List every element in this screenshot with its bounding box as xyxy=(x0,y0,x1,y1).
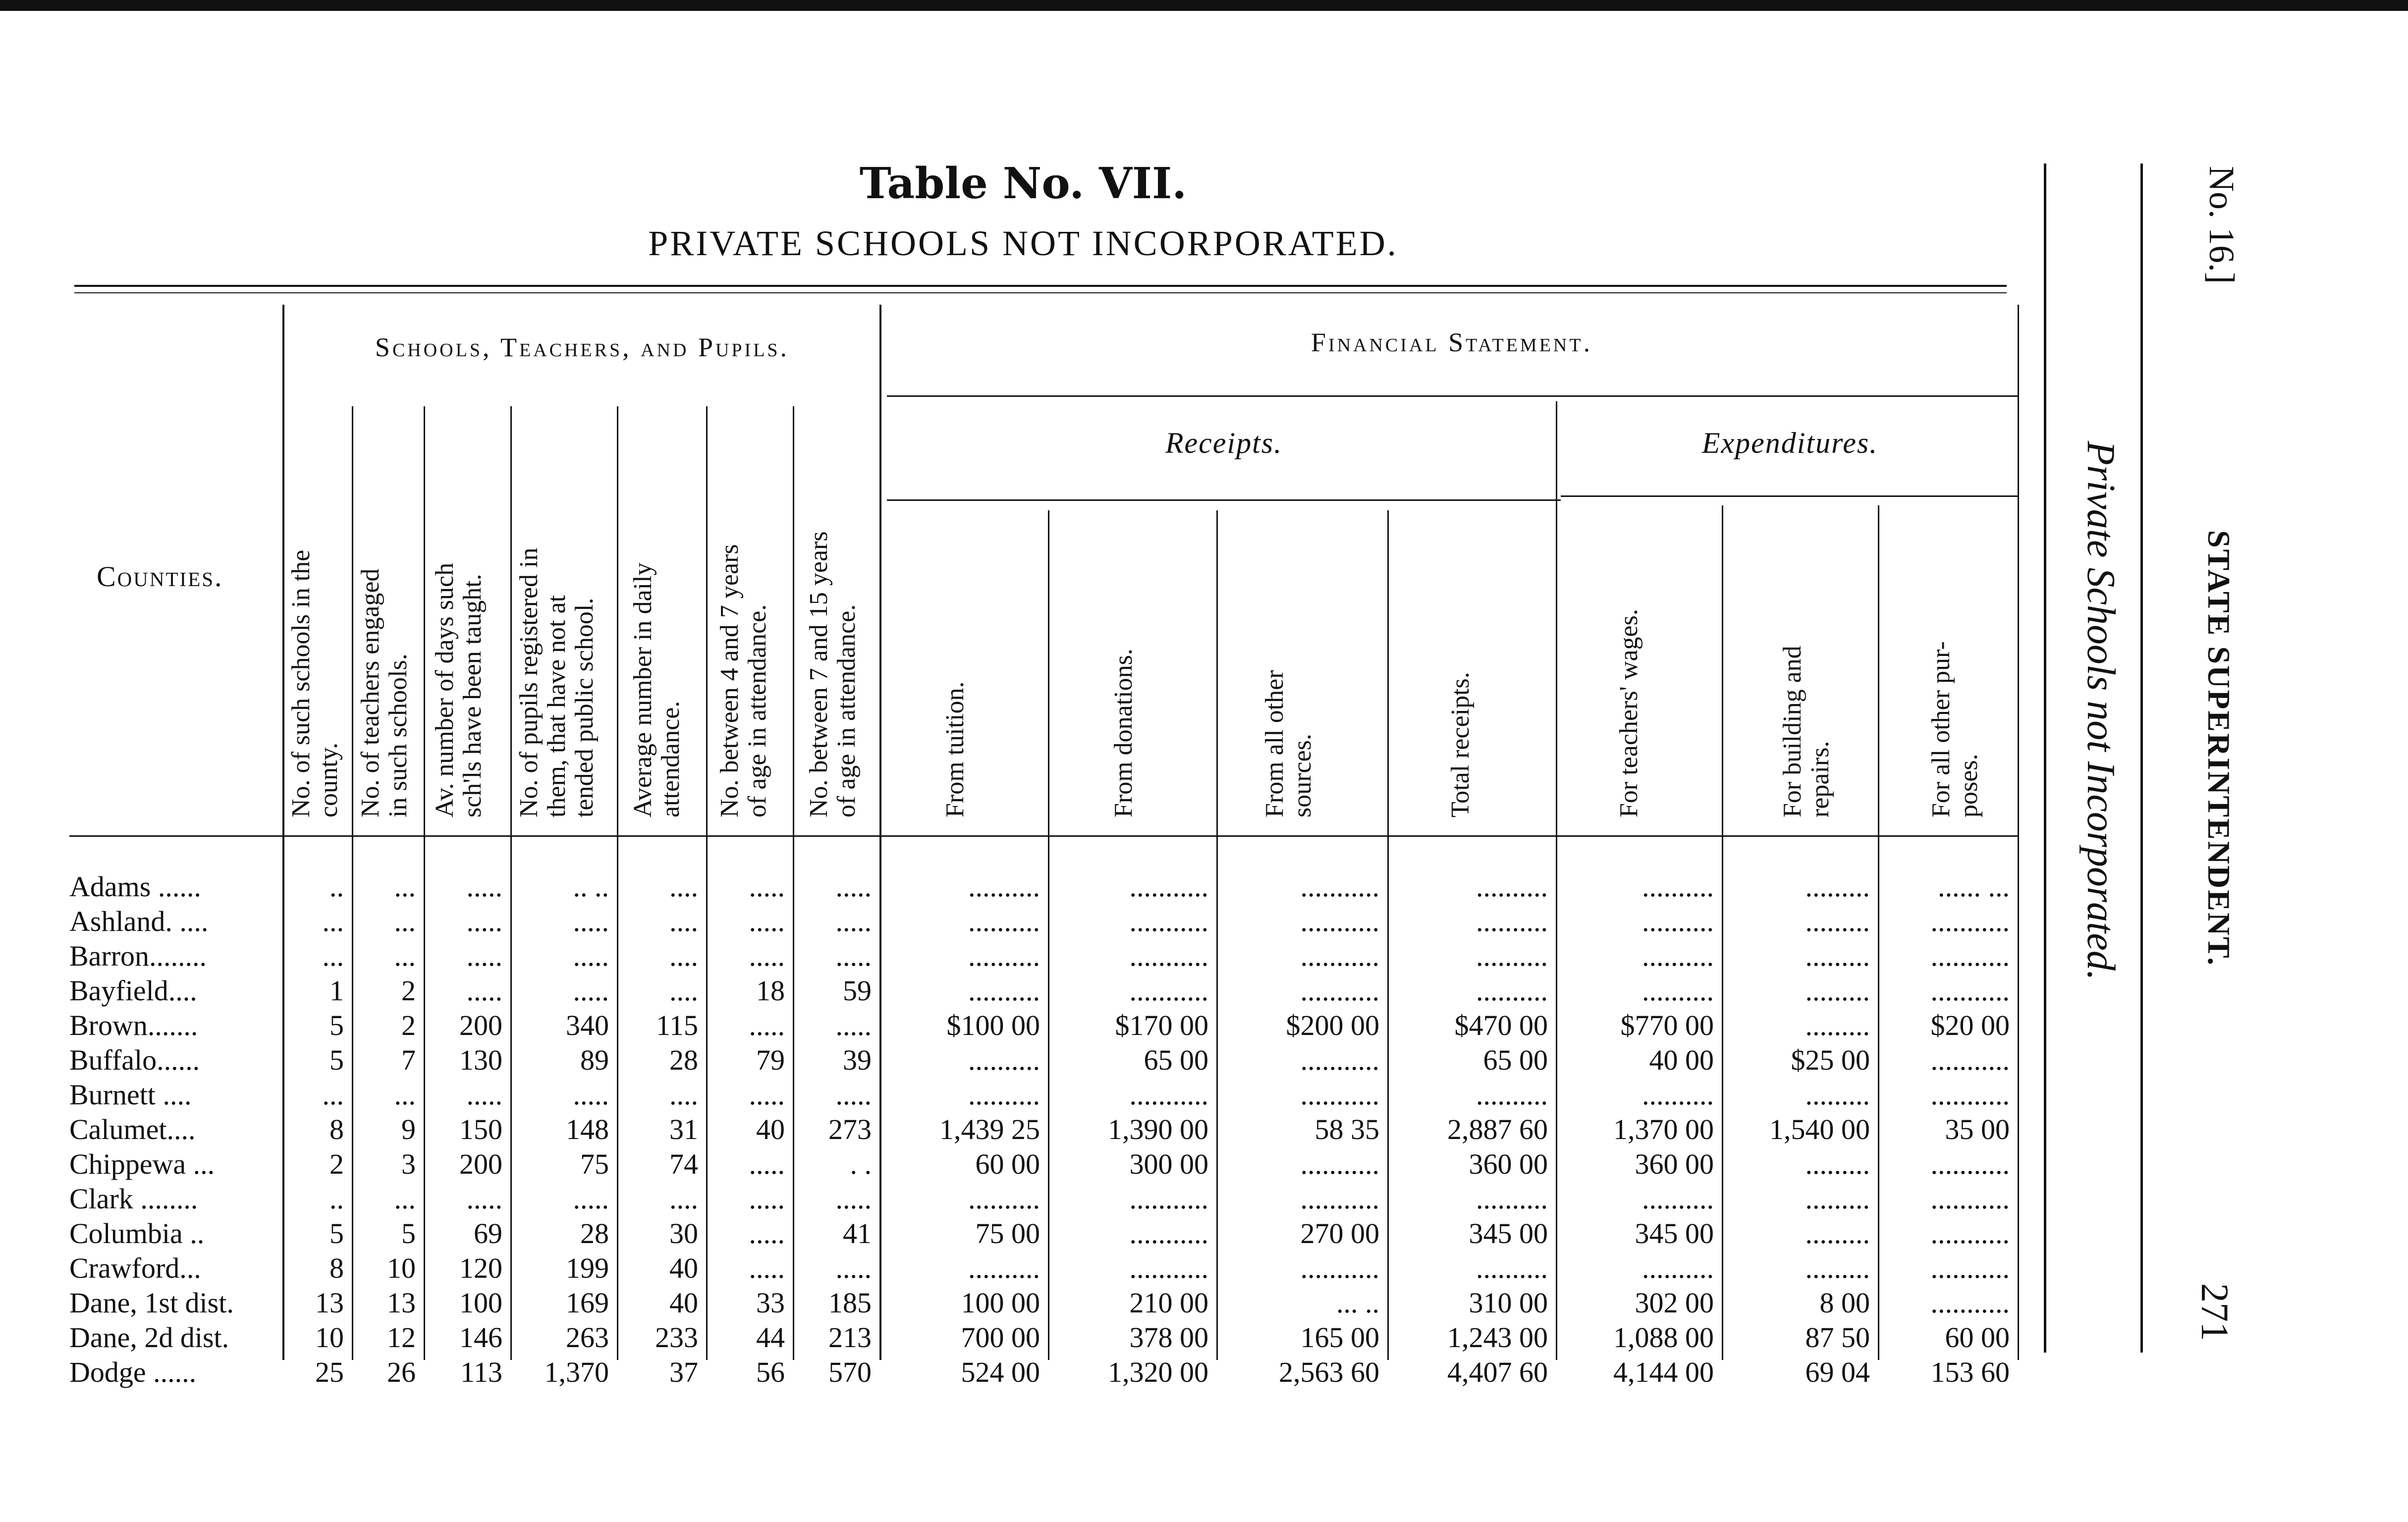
cell-tuition: .......... xyxy=(968,1252,1040,1284)
cell-age-7-15: ..... xyxy=(835,1079,872,1111)
table-row xyxy=(0,1078,2019,1112)
cell-tuition: 75 00 xyxy=(975,1217,1040,1250)
cell-total-receipts: .......... xyxy=(1476,1183,1548,1215)
cell-teachers: 7 xyxy=(401,1044,416,1076)
cell-donations: ........... xyxy=(1129,1217,1208,1250)
county-name: Barron........ xyxy=(69,940,207,972)
cell-building-repairs: ......... xyxy=(1805,1183,1870,1215)
cell-teachers: 3 xyxy=(401,1148,416,1180)
cell-teachers: 26 xyxy=(387,1356,416,1388)
agency-name: STATE SUPERINTENDENT. xyxy=(2201,530,2237,967)
cell-teachers: 12 xyxy=(387,1321,416,1354)
cell-building-repairs: ......... xyxy=(1805,1217,1870,1250)
cell-pupils: 263 xyxy=(566,1321,609,1354)
cell-days: ..... xyxy=(466,870,502,903)
cell-building-repairs: ......... xyxy=(1805,940,1870,972)
cell-other-purposes: 153 60 xyxy=(1930,1356,2010,1388)
cell-donations: 210 00 xyxy=(1129,1287,1208,1319)
county-name: Chippewa ... xyxy=(69,1148,215,1180)
cell-other-purposes: ........... xyxy=(1930,940,2010,972)
cell-other-sources: $200 00 xyxy=(1286,1009,1379,1041)
margin-rule-1 xyxy=(2044,163,2046,1353)
cell-other-purposes: ........... xyxy=(1930,1287,2010,1319)
cell-attendance: 28 xyxy=(669,1044,698,1076)
cell-donations: 300 00 xyxy=(1129,1148,1208,1180)
table-row xyxy=(0,939,2019,974)
cell-building-repairs: 8 00 xyxy=(1819,1287,1870,1319)
cell-pupils: 340 xyxy=(566,1009,609,1041)
cell-pupils: ..... xyxy=(573,1079,609,1111)
table-row xyxy=(0,1355,2019,1390)
cell-teachers: 10 xyxy=(387,1252,416,1284)
page-number: 271 xyxy=(2193,1283,2237,1341)
top-double-rule-a xyxy=(74,285,2007,287)
cell-building-repairs: 87 50 xyxy=(1805,1321,1870,1354)
cell-age-4-7: 44 xyxy=(756,1321,785,1354)
margin-rule-2 xyxy=(2140,163,2143,1353)
cell-building-repairs: ......... xyxy=(1805,975,1870,1007)
cell-tuition: 700 00 xyxy=(961,1321,1040,1354)
cell-other-sources: ........... xyxy=(1300,905,1379,937)
cell-days: 120 xyxy=(459,1252,502,1284)
cell-age-4-7: 40 xyxy=(756,1113,785,1145)
cell-days: 200 xyxy=(459,1148,502,1180)
cell-schools: 25 xyxy=(315,1356,344,1388)
cell-attendance: .... xyxy=(669,975,698,1007)
cell-schools: 8 xyxy=(329,1252,344,1284)
cell-days: 130 xyxy=(459,1044,502,1076)
cell-days: ..... xyxy=(466,1079,502,1111)
cell-pupils: 148 xyxy=(566,1113,609,1145)
cell-age-4-7: ..... xyxy=(749,1009,785,1041)
cell-building-repairs: 1,540 00 xyxy=(1769,1113,1870,1145)
cell-tuition: 524 00 xyxy=(961,1356,1040,1388)
cell-other-sources: 165 00 xyxy=(1300,1321,1379,1354)
top-double-rule-b xyxy=(74,292,2007,293)
cell-age-7-15: 185 xyxy=(828,1287,872,1319)
cell-age-7-15: ..... xyxy=(835,940,872,972)
cell-pupils: 75 xyxy=(580,1148,609,1180)
cell-other-purposes: ........... xyxy=(1930,975,2010,1007)
cell-age-4-7: ..... xyxy=(749,940,785,972)
cell-donations: ........... xyxy=(1129,1183,1208,1215)
cell-attendance: 37 xyxy=(669,1356,698,1388)
scan-top-border xyxy=(0,0,2408,11)
cell-age-4-7: 33 xyxy=(756,1287,785,1319)
county-name: Burnett .... xyxy=(69,1079,192,1111)
group-header-financial: Financial Statement. xyxy=(1311,327,1593,357)
cell-donations: 1,390 00 xyxy=(1108,1113,1208,1145)
cell-building-repairs: ......... xyxy=(1805,1009,1870,1041)
cell-tuition: $100 00 xyxy=(946,1009,1040,1041)
cell-donations: ........... xyxy=(1129,1079,1208,1111)
cell-donations: ........... xyxy=(1129,905,1208,937)
cell-days: 146 xyxy=(459,1321,502,1354)
financial-rule xyxy=(887,395,2019,397)
cell-teachers: ... xyxy=(394,1183,416,1215)
cell-tuition: .......... xyxy=(968,905,1040,937)
cell-age-7-15: ..... xyxy=(835,1183,872,1215)
table-row xyxy=(0,1182,2019,1216)
cell-days: 200 xyxy=(459,1009,502,1041)
cell-tuition: 60 00 xyxy=(975,1148,1040,1180)
cell-age-7-15: 59 xyxy=(843,975,872,1007)
cell-age-4-7: ..... xyxy=(749,905,785,937)
cell-days: ..... xyxy=(466,975,502,1007)
table-row xyxy=(0,1286,2019,1320)
cell-age-7-15: 273 xyxy=(828,1113,872,1145)
cell-total-receipts: 310 00 xyxy=(1469,1287,1548,1319)
cell-teachers: 2 xyxy=(401,975,416,1007)
cell-total-receipts: .......... xyxy=(1476,940,1548,972)
cell-teachers-wages: 1,370 00 xyxy=(1613,1113,1714,1145)
cell-total-receipts: 4,407 60 xyxy=(1447,1356,1548,1388)
cell-pupils: 169 xyxy=(566,1287,609,1319)
county-name: Dane, 2d dist. xyxy=(69,1321,229,1354)
table-row xyxy=(0,1147,2019,1182)
cell-pupils: 199 xyxy=(566,1252,609,1284)
subheader-expenditures: Expenditures. xyxy=(1701,427,1878,459)
cell-other-purposes: ........... xyxy=(1930,1217,2010,1250)
cell-age-4-7: 56 xyxy=(756,1356,785,1388)
cell-age-4-7: ..... xyxy=(749,1148,785,1180)
cell-schools: 13 xyxy=(315,1287,344,1319)
expenditures-rule xyxy=(1561,495,2019,497)
cell-schools: 10 xyxy=(315,1321,344,1354)
cell-teachers-wages: 302 00 xyxy=(1635,1287,1714,1319)
cell-total-receipts: .......... xyxy=(1476,975,1548,1007)
cell-pupils: ..... xyxy=(573,905,609,937)
cell-attendance: .... xyxy=(669,940,698,972)
cell-schools: .. xyxy=(329,1183,344,1215)
cell-schools: 5 xyxy=(329,1044,344,1076)
cell-other-purposes: ........... xyxy=(1930,1044,2010,1076)
county-name: Dane, 1st dist. xyxy=(69,1287,234,1319)
cell-other-purposes: 35 00 xyxy=(1945,1113,2010,1145)
cell-donations: ........... xyxy=(1129,1252,1208,1284)
cell-age-7-15: ..... xyxy=(835,905,872,937)
cell-other-purposes: ........... xyxy=(1930,905,2010,937)
cell-age-7-15: . . xyxy=(850,1148,872,1180)
county-name: Calumet.... xyxy=(69,1113,196,1145)
cell-attendance: 74 xyxy=(669,1148,698,1180)
cell-pupils: ..... xyxy=(573,1183,609,1215)
cell-age-7-15: ..... xyxy=(835,1252,872,1284)
cell-schools: 2 xyxy=(329,1148,344,1180)
cell-attendance: .... xyxy=(669,1079,698,1111)
county-name: Columbia .. xyxy=(69,1217,205,1250)
cell-age-7-15: 41 xyxy=(843,1217,872,1250)
cell-age-7-15: 39 xyxy=(843,1044,872,1076)
cell-days: ..... xyxy=(466,1183,502,1215)
cell-other-sources: 2,563 60 xyxy=(1279,1356,1379,1388)
county-name: Bayfield.... xyxy=(69,975,197,1007)
cell-donations: ........... xyxy=(1129,940,1208,972)
cell-other-sources: ........... xyxy=(1300,1079,1379,1111)
cell-schools: 5 xyxy=(329,1217,344,1250)
cell-age-7-15: 213 xyxy=(828,1321,872,1354)
cell-teachers-wages: 4,144 00 xyxy=(1613,1356,1714,1388)
cell-teachers-wages: $770 00 xyxy=(1620,1009,1714,1041)
cell-teachers-wages: .......... xyxy=(1642,1183,1714,1215)
county-name: Clark ........ xyxy=(69,1183,198,1215)
cell-teachers-wages: .......... xyxy=(1642,1079,1714,1111)
table-row xyxy=(0,904,2019,939)
group-header-schools: Schools, Teachers, and Pupils. xyxy=(375,332,790,362)
cell-total-receipts: 65 00 xyxy=(1483,1044,1548,1076)
cell-age-7-15: ..... xyxy=(835,870,872,903)
cell-teachers-wages: 1,088 00 xyxy=(1613,1321,1714,1354)
cell-teachers: ... xyxy=(394,940,416,972)
cell-other-purposes: ........... xyxy=(1930,1148,2010,1180)
cell-days: ..... xyxy=(466,940,502,972)
cell-pupils: .. .. xyxy=(573,870,609,903)
cell-teachers: ... xyxy=(394,870,416,903)
cell-building-repairs: ......... xyxy=(1805,1252,1870,1284)
cell-attendance: .... xyxy=(669,905,698,937)
cell-age-4-7: ..... xyxy=(749,1217,785,1250)
cell-attendance: 31 xyxy=(669,1113,698,1145)
cell-teachers-wages: .......... xyxy=(1642,905,1714,937)
cell-teachers-wages: 360 00 xyxy=(1635,1148,1714,1180)
cell-other-sources: ........... xyxy=(1300,870,1379,903)
cell-tuition: .......... xyxy=(968,1183,1040,1215)
table-row xyxy=(0,1043,2019,1078)
cell-attendance: 40 xyxy=(669,1252,698,1284)
cell-tuition: 1,439 25 xyxy=(939,1113,1040,1145)
cell-donations: 378 00 xyxy=(1129,1321,1208,1354)
cell-schools: 8 xyxy=(329,1113,344,1145)
cell-teachers-wages: .......... xyxy=(1642,870,1714,903)
cell-teachers: 9 xyxy=(401,1113,416,1145)
cell-teachers-wages: .......... xyxy=(1642,975,1714,1007)
cell-attendance: .... xyxy=(669,870,698,903)
cell-other-purposes: ...... ... xyxy=(1938,870,2010,903)
cell-age-4-7: ..... xyxy=(749,870,785,903)
cell-donations: 1,320 00 xyxy=(1108,1356,1208,1388)
cell-other-purposes: 60 00 xyxy=(1945,1321,2010,1354)
cell-pupils: 1,370 xyxy=(544,1356,609,1388)
cell-teachers: ... xyxy=(394,905,416,937)
table-row xyxy=(0,1251,2019,1286)
cell-building-repairs: ......... xyxy=(1805,1148,1870,1180)
cell-total-receipts: 1,243 00 xyxy=(1447,1321,1548,1354)
cell-teachers-wages: 345 00 xyxy=(1635,1217,1714,1250)
table-row xyxy=(0,974,2019,1008)
cell-schools: 5 xyxy=(329,1009,344,1041)
cell-days: 150 xyxy=(459,1113,502,1145)
cell-schools: ... xyxy=(322,1079,344,1111)
cell-other-sources: ........... xyxy=(1300,940,1379,972)
cell-teachers: ... xyxy=(394,1079,416,1111)
receipts-rule xyxy=(887,499,1561,501)
doc-number: No. 16.] xyxy=(2202,166,2242,284)
cell-attendance: 115 xyxy=(656,1009,698,1041)
cell-building-repairs: ......... xyxy=(1805,870,1870,903)
cell-donations: 65 00 xyxy=(1144,1044,1208,1076)
cell-age-4-7: ..... xyxy=(749,1183,785,1215)
cell-other-sources: ........... xyxy=(1300,975,1379,1007)
cell-tuition: .......... xyxy=(968,940,1040,972)
table-title: Table No. VII. xyxy=(859,159,1187,209)
cell-attendance: 233 xyxy=(655,1321,698,1354)
header-bottom-rule xyxy=(69,835,2019,837)
cell-building-repairs: $25 00 xyxy=(1791,1044,1870,1076)
cell-total-receipts: 360 00 xyxy=(1469,1148,1548,1180)
cell-other-purposes: $20 00 xyxy=(1930,1009,2010,1041)
table-row xyxy=(0,1320,2019,1355)
cell-tuition: .......... xyxy=(968,1044,1040,1076)
cell-tuition: .......... xyxy=(968,975,1040,1007)
cell-age-4-7: ..... xyxy=(749,1079,785,1111)
cell-donations: $170 00 xyxy=(1115,1009,1208,1041)
table-row xyxy=(0,1008,2019,1043)
cell-tuition: 100 00 xyxy=(961,1287,1040,1319)
cell-tuition: .......... xyxy=(968,1079,1040,1111)
cell-other-sources: ........... xyxy=(1300,1148,1379,1180)
cell-pupils: ..... xyxy=(573,975,609,1007)
county-name: Crawford... xyxy=(69,1252,201,1284)
cell-building-repairs: 69 04 xyxy=(1805,1356,1870,1388)
cell-age-4-7: 79 xyxy=(756,1044,785,1076)
cell-total-receipts: 345 00 xyxy=(1469,1217,1548,1250)
county-name: Ashland. .... xyxy=(69,905,209,937)
cell-teachers-wages: .......... xyxy=(1642,1252,1714,1284)
cell-age-4-7: 18 xyxy=(756,975,785,1007)
cell-total-receipts: 2,887 60 xyxy=(1447,1113,1548,1145)
county-name: Buffalo...... xyxy=(69,1044,200,1076)
cell-schools: .. xyxy=(329,870,344,903)
cell-schools: 1 xyxy=(329,975,344,1007)
cell-teachers: 13 xyxy=(387,1287,416,1319)
cell-total-receipts: .......... xyxy=(1476,905,1548,937)
cell-days: 100 xyxy=(459,1287,502,1319)
cell-other-sources: ........... xyxy=(1300,1252,1379,1284)
table-row xyxy=(0,1216,2019,1251)
subheader-receipts: Receipts. xyxy=(1165,427,1283,459)
cell-other-sources: ........... xyxy=(1300,1044,1379,1076)
cell-total-receipts: $470 00 xyxy=(1454,1009,1548,1041)
cell-donations: ........... xyxy=(1129,975,1208,1007)
cell-pupils: 28 xyxy=(580,1217,609,1250)
county-name: Dodge ...... xyxy=(69,1356,197,1388)
cell-other-sources: ... .. xyxy=(1336,1287,1379,1319)
cell-teachers: 5 xyxy=(401,1217,416,1250)
cell-total-receipts: .......... xyxy=(1476,870,1548,903)
cell-teachers-wages: .......... xyxy=(1642,940,1714,972)
cell-donations: ........... xyxy=(1129,870,1208,903)
cell-schools: ... xyxy=(322,905,344,937)
cell-age-4-7: ..... xyxy=(749,1252,785,1284)
cell-age-7-15: 570 xyxy=(828,1356,872,1388)
county-name: Adams ...... xyxy=(69,870,201,903)
cell-days: 113 xyxy=(460,1356,502,1388)
cell-attendance: 30 xyxy=(669,1217,698,1250)
cell-building-repairs: ......... xyxy=(1805,905,1870,937)
cell-other-purposes: ........... xyxy=(1930,1252,2010,1284)
table-row xyxy=(0,870,2019,904)
cell-teachers: 2 xyxy=(401,1009,416,1041)
cell-pupils: ..... xyxy=(573,940,609,972)
cell-other-purposes: ........... xyxy=(1930,1183,2010,1215)
cell-age-7-15: ..... xyxy=(835,1009,872,1041)
cell-days: ..... xyxy=(466,905,502,937)
cell-days: 69 xyxy=(474,1217,502,1250)
cell-pupils: 89 xyxy=(580,1044,609,1076)
cell-other-sources: 58 35 xyxy=(1314,1113,1379,1145)
cell-tuition: .......... xyxy=(968,870,1040,903)
cell-attendance: 40 xyxy=(669,1287,698,1319)
running-head: Private Schools not Incorporated. xyxy=(2079,441,2123,980)
county-name: Brown....... xyxy=(69,1009,198,1041)
cell-schools: ... xyxy=(322,940,344,972)
counties-header: Counties. xyxy=(97,560,223,593)
cell-total-receipts: .......... xyxy=(1476,1079,1548,1111)
cell-attendance: .... xyxy=(669,1183,698,1215)
cell-other-purposes: ........... xyxy=(1930,1079,2010,1111)
cell-other-sources: ........... xyxy=(1300,1183,1379,1215)
cell-teachers-wages: 40 00 xyxy=(1649,1044,1714,1076)
cell-total-receipts: .......... xyxy=(1476,1252,1548,1284)
table-row xyxy=(0,1112,2019,1147)
cell-other-sources: 270 00 xyxy=(1300,1217,1379,1250)
table-subtitle: PRIVATE SCHOOLS NOT INCORPORATED. xyxy=(648,223,1398,263)
cell-building-repairs: ......... xyxy=(1805,1079,1870,1111)
